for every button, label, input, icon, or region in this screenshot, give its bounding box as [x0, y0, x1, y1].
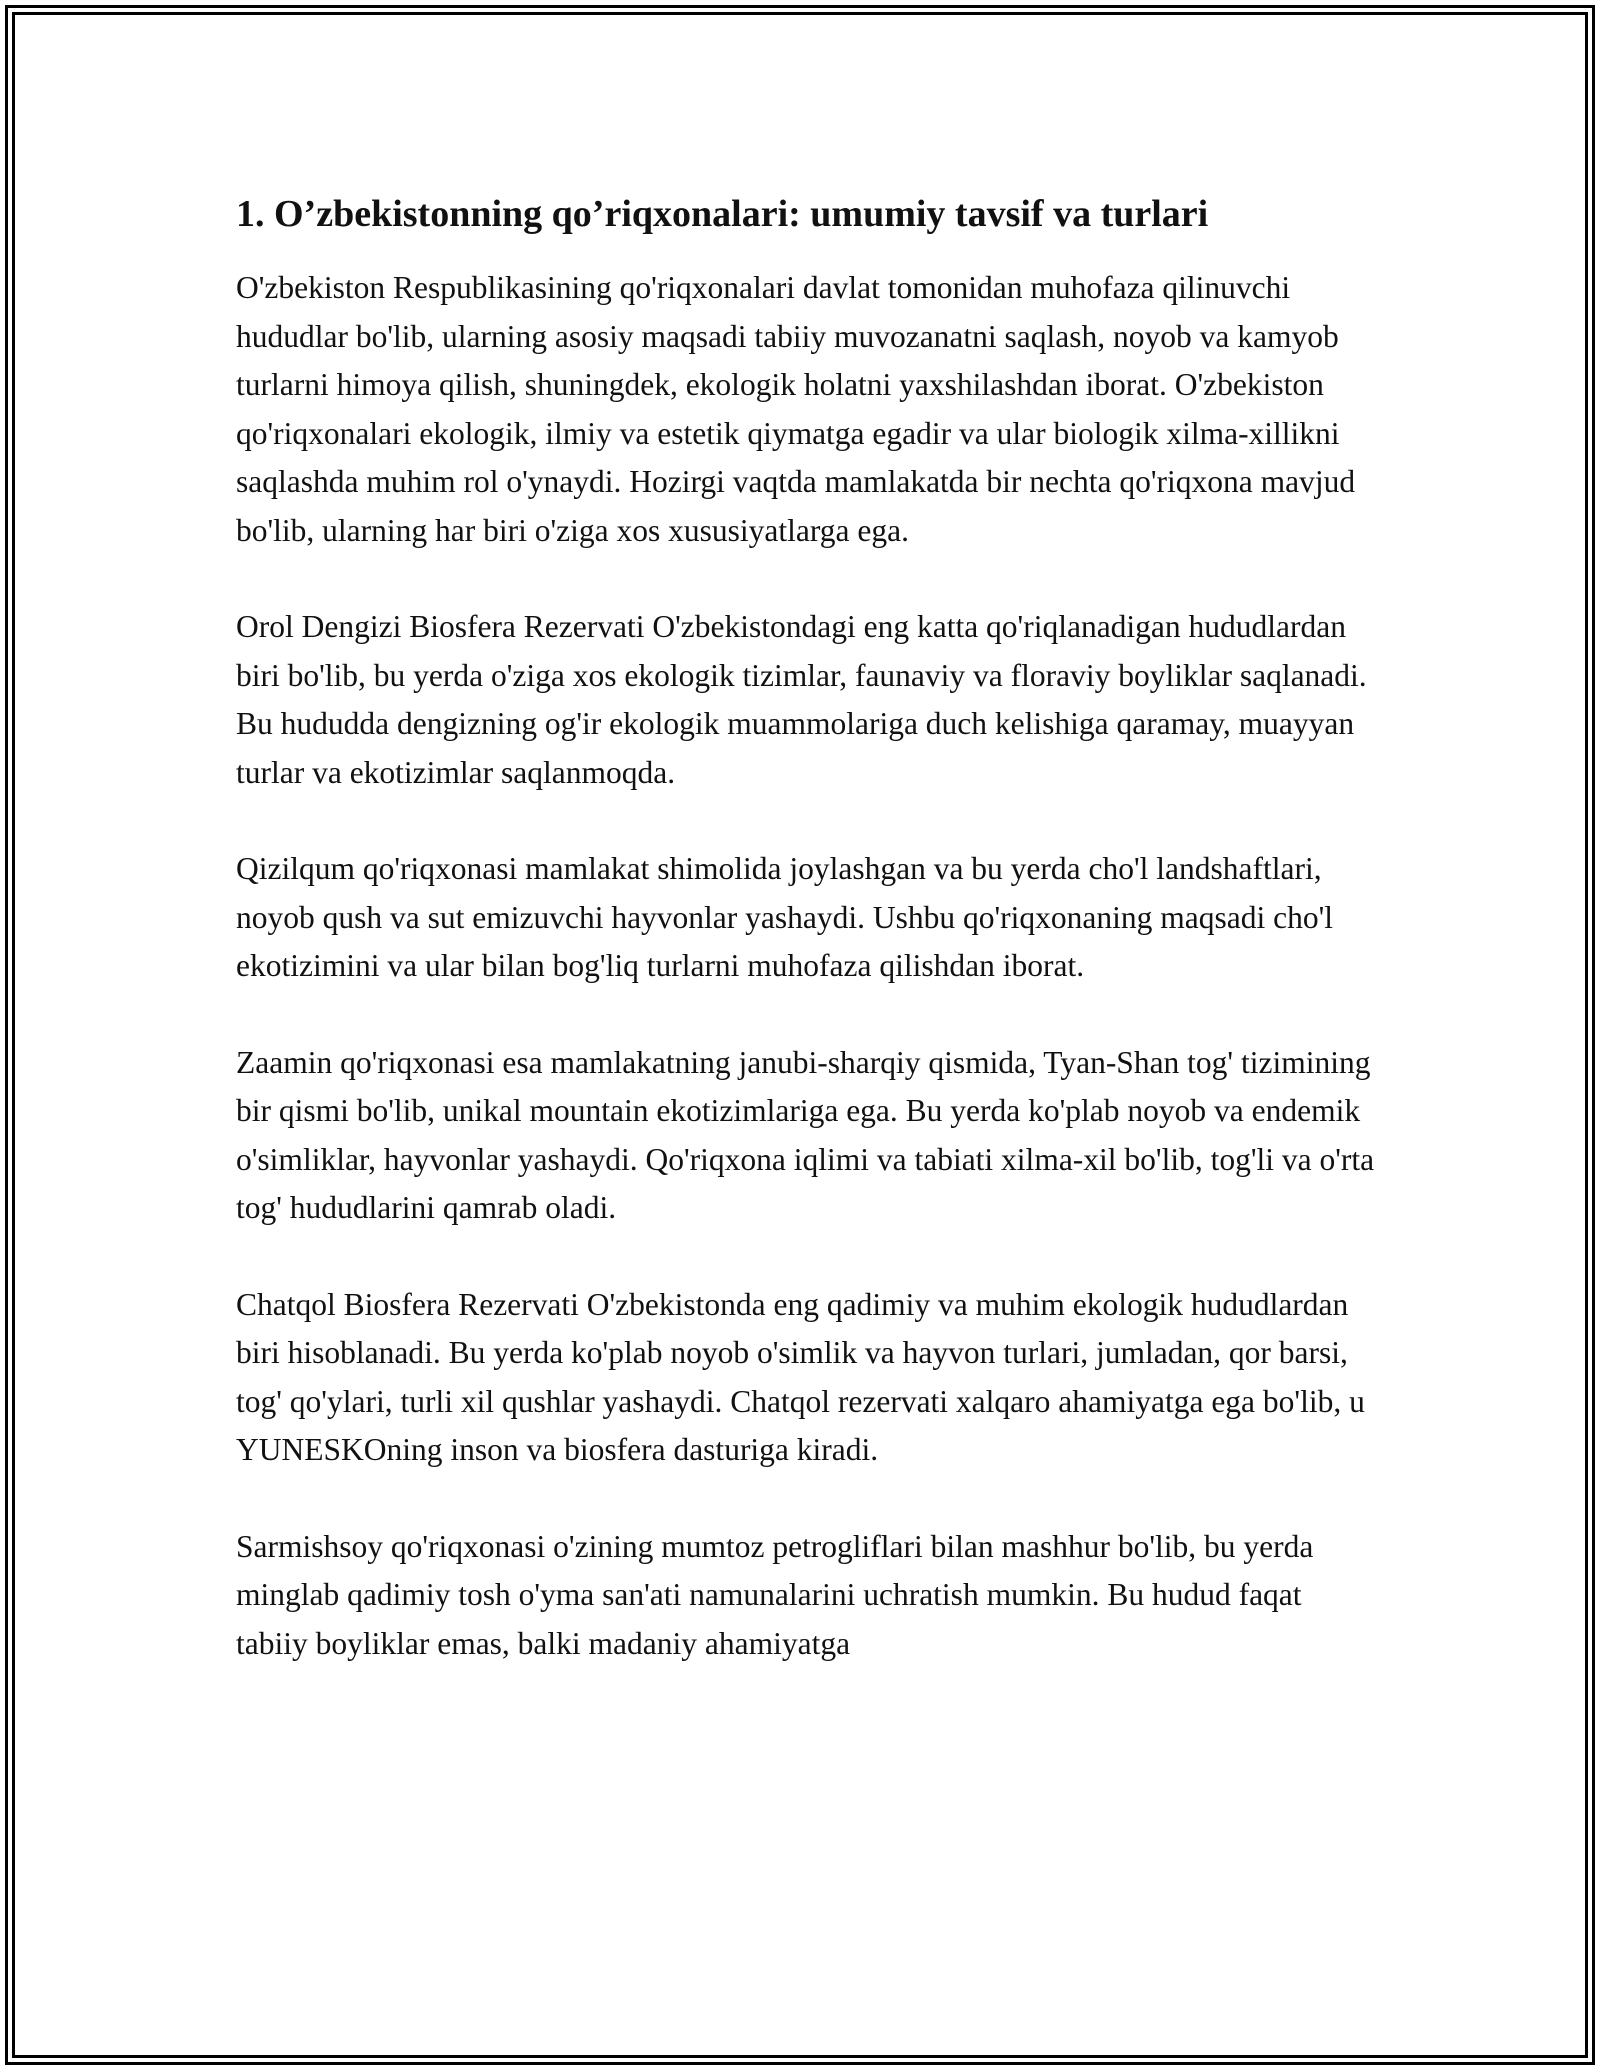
paragraph-intro: O'zbekiston Respublikasining qo'riqxonalari davlat tomonidan muhofaza qilinuvchi hududlar bo'lib, ularning asosiy maqsadi tabiiy muvozanatni saqlash, noyob va kamyob turlarni himoya qilish, shuningdek, ekologik holatni yaxshilashdan iborat. O'zbekiston qo'riqxonalari ekologik, ilmiy va estetik qiymatga egadir va ular biologik xilma-xillikni saqlashda muhim rol o'ynaydi. Hozirgi vaqtda mamlakatda bir nechta qo'riqxona mavjud bo'lib, ularning har biri o'ziga xos xususiyatlarga ega. [236, 270, 1356, 548]
section-heading: 1. O’zbekistonning qo’riqxonalari: umumiy tavsif va turlari [236, 193, 1209, 235]
paragraph-orol: Orol Dengizi Biosfera Rezervati O'zbekistondagi eng katta qo'riqlanadigan hududlardan biri bo'lib, bu yerda o'ziga xos ekologik tizimlar, faunaviy va floraviy boyliklar saqlanadi. Bu hududda dengizning og'ir ekologik muammolariga duch kelishiga qaramay, muayyan turlar va ekotizimlar saqlanmoqda. [236, 609, 1367, 790]
document-body [236, 186, 1376, 1668]
paragraph-qizilqum: Qizilqum qo'riqxonasi mamlakat shimolida joylashgan va bu yerda cho'l landshaftlari, noyob qush va sut emizuvchi hayvonlar yashaydi. Ushbu qo'riqxonaning maqsadi cho'l ekotizimini va ular bilan bog'liq turlarni muhofaza qilishdan iborat. [236, 851, 1334, 983]
paragraph-sarmishsoy: Sarmishsoy qo'riqxonasi o'zining mumtoz petrogliflari bilan mashhur bo'lib, bu yerda minglab qadimiy tosh o'yma san'ati namunalarini uchratish mumkin. Bu hudud faqat tabiiy boyliklar emas, balki madaniy ahamiyatga [236, 1528, 1314, 1661]
paragraph-chatqol: Chatqol Biosfera Rezervati O'zbekistonda eng qadimiy va muhim ekologik hududlardan biri hisoblanadi. Bu yerda ko'plab noyob o'simlik va hayvon turlari, jumladan, qor barsi, tog' qo'ylari, turli xil qushlar yashaydi. Chatqol rezervati xalqaro ahamiyatga ega bo'lib, u YUNESKOning inson va biosfera dasturiga kiradi. [236, 1286, 1365, 1467]
paragraph-zaamin: Zaamin qo'riqxonasi esa mamlakatning janubi-sharqiy qismida, Tyan-Shan tog' tizimining bir qismi bo'lib, unikal mountain ekotizimlariga ega. Bu yerda ko'plab noyob va endemik o'simliklar, hayvonlar yashaydi. Qo'riqxona iqlimi va tabiati xilma-xil bo'lib, tog'li va o'rta tog' hududlarini qamrab oladi. [236, 1044, 1375, 1225]
